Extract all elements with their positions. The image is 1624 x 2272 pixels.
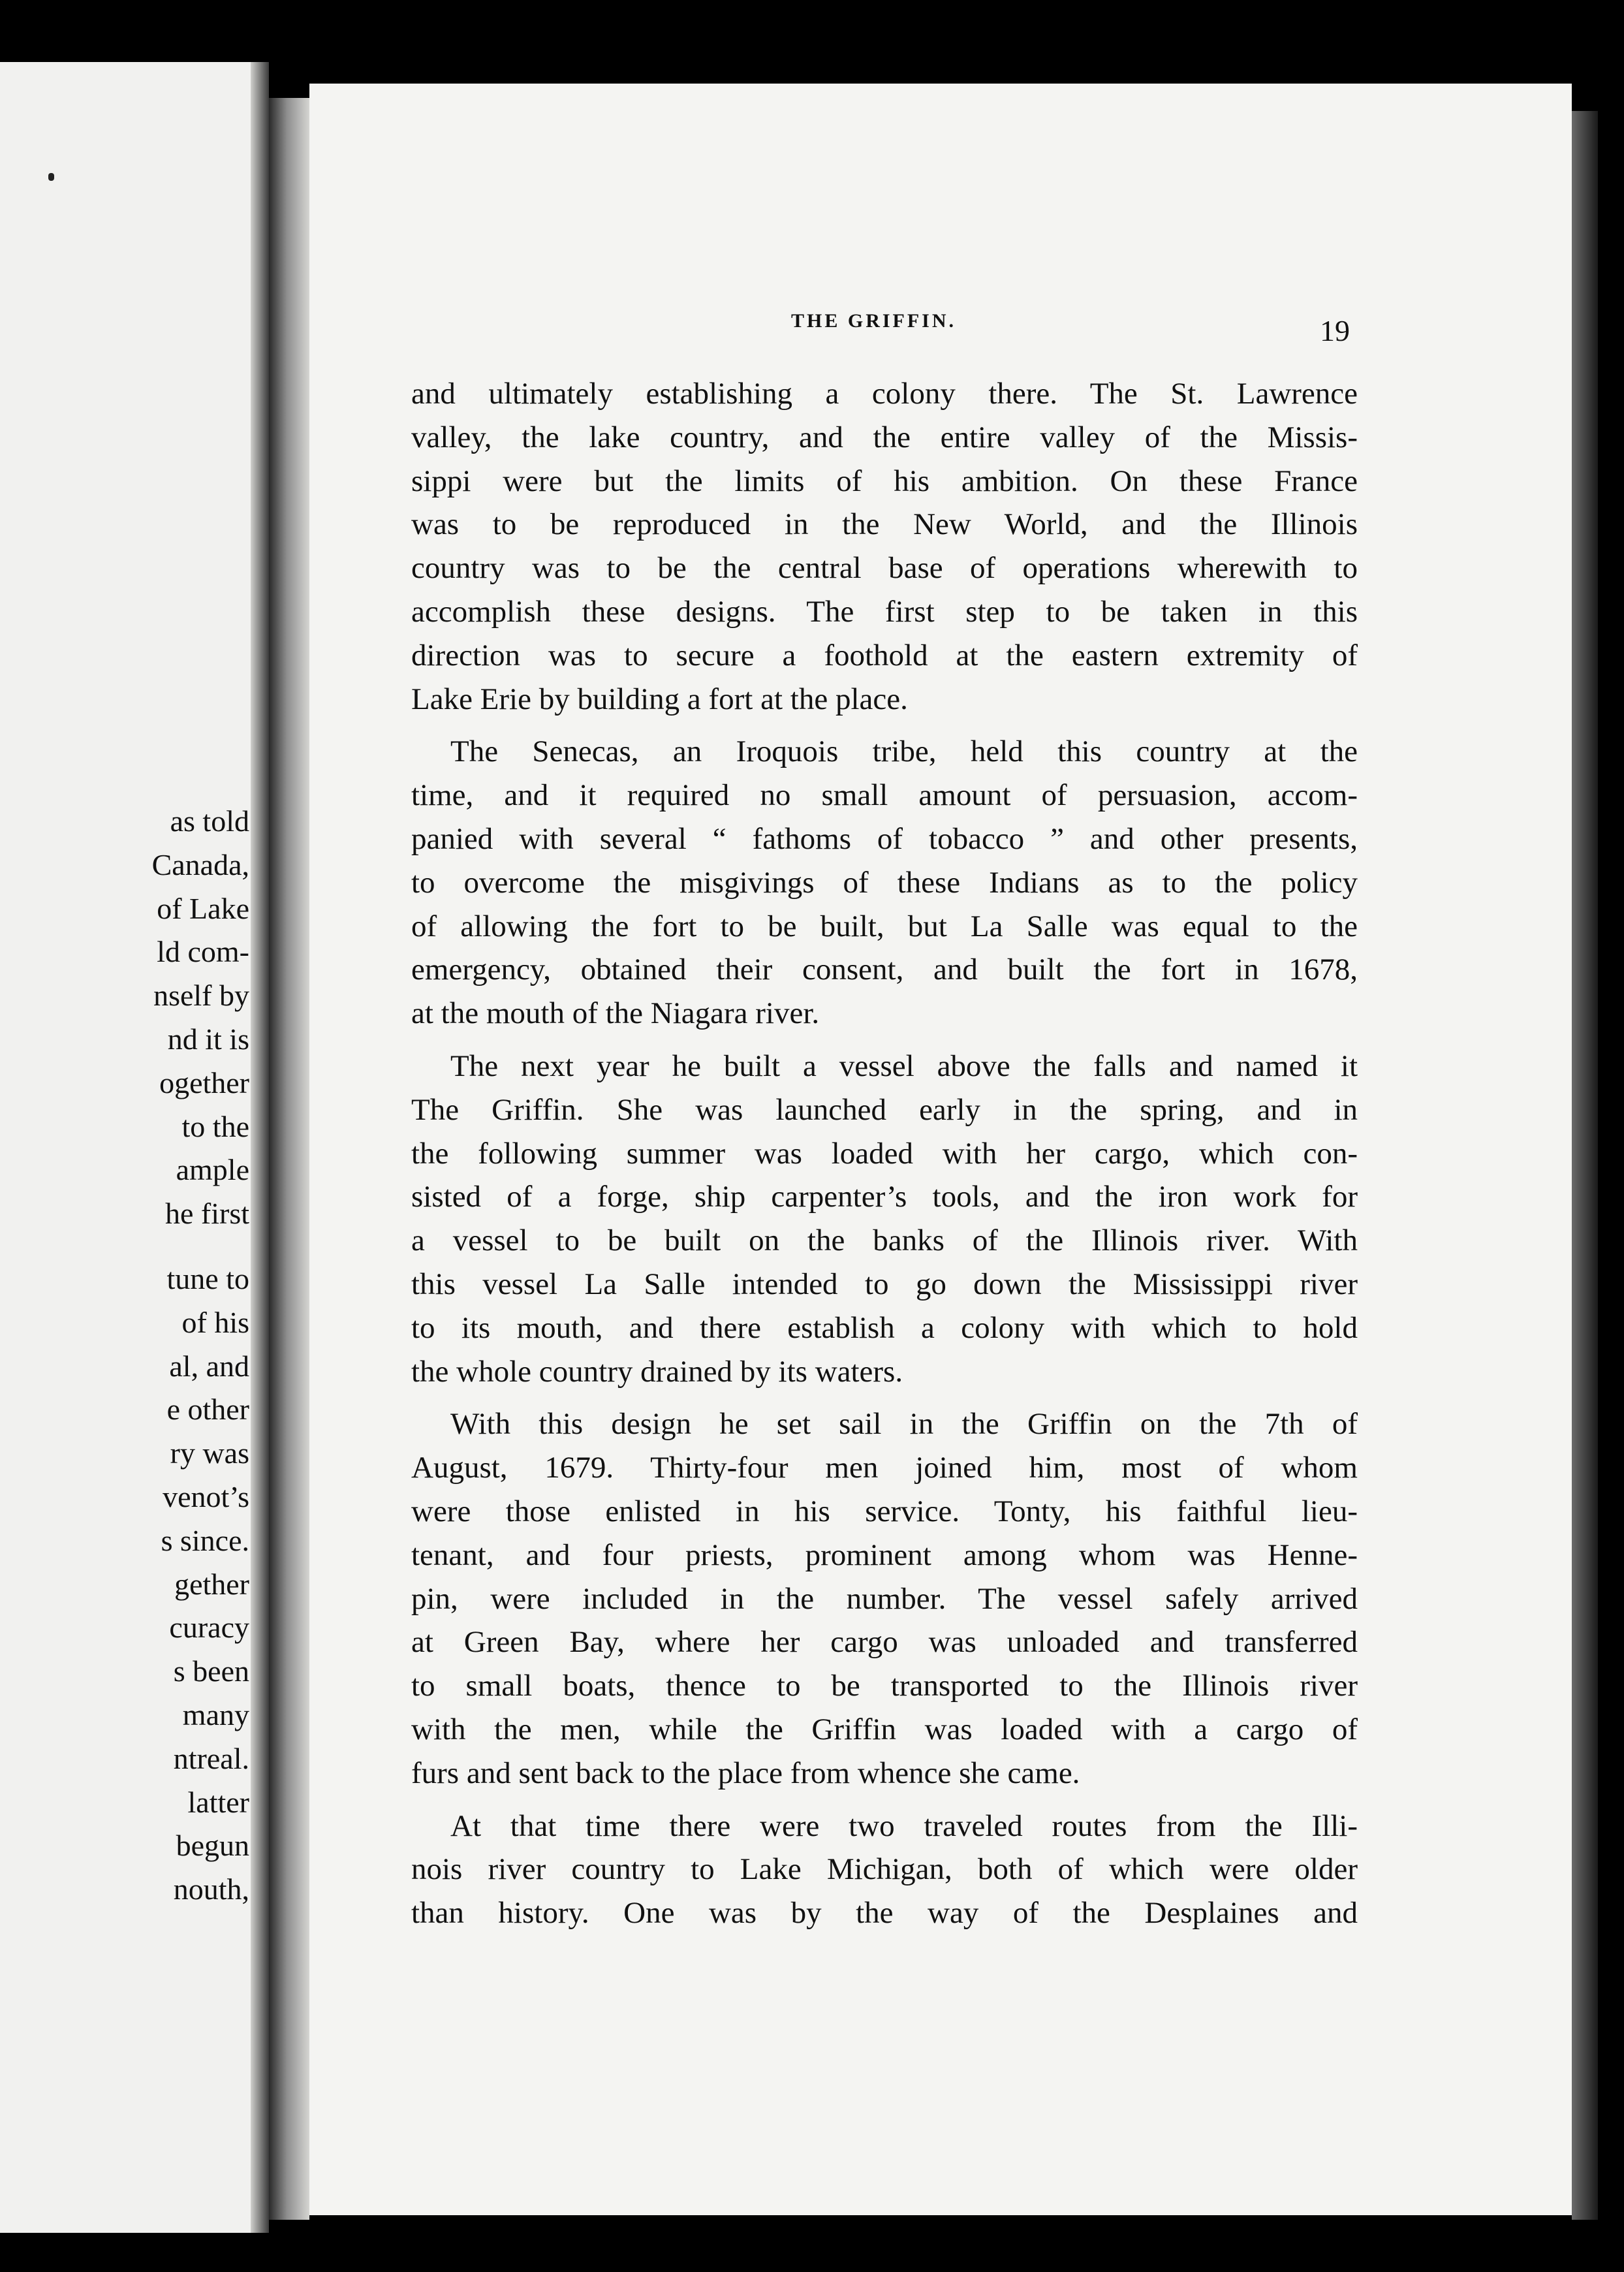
text-line: emergency, obtained their consent, and built the fort in 1678,	[411, 953, 1358, 987]
facing-page-left	[0, 62, 269, 2233]
left-line: he first	[164, 1197, 249, 1231]
text-line: were those enlisted in his service. Tonty, his faithful lieu-	[411, 1494, 1358, 1528]
text-line: was to be reproduced in the New World, and the Illinois	[411, 507, 1358, 542]
text-line: country was to be the central base of operations wherewith to	[411, 551, 1358, 586]
running-head: THE GRIFFIN.	[791, 310, 957, 332]
text-line: panied with several “ fathoms of tobacco ” and other presents,	[411, 821, 1358, 856]
page-curve-shadow	[251, 62, 269, 2233]
left-line: nd it is	[167, 1022, 249, 1056]
text-line: accomplish these designs. The first step to be taken in this	[411, 594, 1358, 629]
book-gutter	[269, 98, 309, 2220]
text-line: of allowing the fort to be built, but La Salle was equal to the	[411, 909, 1358, 943]
left-line: begun	[176, 1829, 249, 1863]
text-line: valley, the lake country, and the entire valley of the Missis-	[411, 420, 1358, 454]
text-line: With this design he set sail in the Griffin on the 7th of	[450, 1407, 1358, 1442]
left-line: s been	[173, 1654, 249, 1688]
text-line: sippi were but the limits of his ambition. On these France	[411, 464, 1358, 498]
text-line: At that time there were two traveled routes from the Illi-	[450, 1808, 1358, 1843]
left-line: of Lake	[157, 891, 249, 925]
text-line: with the men, while the Griffin was loaded with a cargo of	[411, 1712, 1358, 1746]
text-line: The Senecas, an Iroquois tribe, held this country at the	[450, 734, 1358, 769]
ink-speck	[48, 173, 54, 181]
left-line: venot’s	[163, 1479, 249, 1513]
left-line: ld com-	[157, 935, 249, 969]
text-line: The next year he built a vessel above the falls and named it	[450, 1049, 1358, 1083]
left-line: ntreal.	[173, 1741, 249, 1775]
left-line: curacy	[169, 1611, 249, 1645]
left-line: to the	[181, 1109, 249, 1143]
left-line: latter	[187, 1785, 249, 1819]
text-line: to its mouth, and there establish a colony with which to hold	[411, 1310, 1358, 1345]
left-line: ogether	[159, 1065, 249, 1099]
text-line: direction was to secure a foothold at the eastern extremity of	[411, 638, 1358, 672]
text-line: August, 1679. Thirty-four men joined him, most of whom	[411, 1451, 1358, 1485]
text-line: at Green Bay, where her cargo was unloaded and transferred	[411, 1625, 1358, 1660]
text-line: furs and sent back to the place from whence she came.	[411, 1756, 1080, 1790]
left-line: of his	[181, 1305, 249, 1339]
left-line: nouth,	[173, 1872, 249, 1906]
text-line: sisted of a forge, ship carpenter’s tools, and the iron work for	[411, 1180, 1358, 1214]
text-line: and ultimately establishing a colony there. The St. Lawrence	[411, 377, 1358, 411]
text-line: at the mouth of the Niagara river.	[411, 996, 820, 1031]
left-line: Canada,	[151, 847, 249, 881]
text-line: this vessel La Salle intended to go down the Mississippi river	[411, 1267, 1358, 1301]
left-line: many	[182, 1697, 249, 1731]
left-line: s since.	[161, 1523, 249, 1557]
text-line: pin, were included in the number. The vessel safely arrived	[411, 1581, 1358, 1616]
left-page-text	[152, 800, 249, 1912]
left-line: tune to	[166, 1261, 249, 1295]
page-number: 19	[1320, 314, 1350, 347]
left-line: nself by	[153, 979, 249, 1013]
text-line: to overcome the misgivings of these Indians as to the policy	[411, 865, 1358, 900]
text-line: than history. One was by the way of the Desplaines and	[411, 1896, 1358, 1931]
left-line: ample	[176, 1153, 249, 1187]
text-line: tenant, and four priests, prominent among whom was Henne-	[411, 1538, 1358, 1572]
page-edge	[1572, 111, 1598, 2220]
page-body-text	[411, 372, 1358, 1935]
left-line: gether	[174, 1567, 249, 1601]
left-line: ry was	[170, 1436, 249, 1470]
text-line: a vessel to be built on the banks of the Illinois river. With	[411, 1223, 1358, 1258]
left-line: as told	[170, 804, 249, 838]
text-line: the following summer was loaded with her cargo, which con-	[411, 1136, 1358, 1171]
text-line: time, and it required no small amount of persuasion, accom-	[411, 778, 1358, 813]
text-line: Lake Erie by building a fort at the place.	[411, 682, 908, 716]
text-line: nois river country to Lake Michigan, both of which were older	[411, 1852, 1358, 1887]
left-line: e other	[166, 1393, 249, 1427]
text-line: the whole country drained by its waters.	[411, 1354, 903, 1389]
text-line: The Griffin. She was launched early in the spring, and in	[411, 1092, 1358, 1127]
left-line: al, and	[169, 1349, 249, 1383]
text-line: to small boats, thence to be transported to the Illinois river	[411, 1669, 1358, 1703]
